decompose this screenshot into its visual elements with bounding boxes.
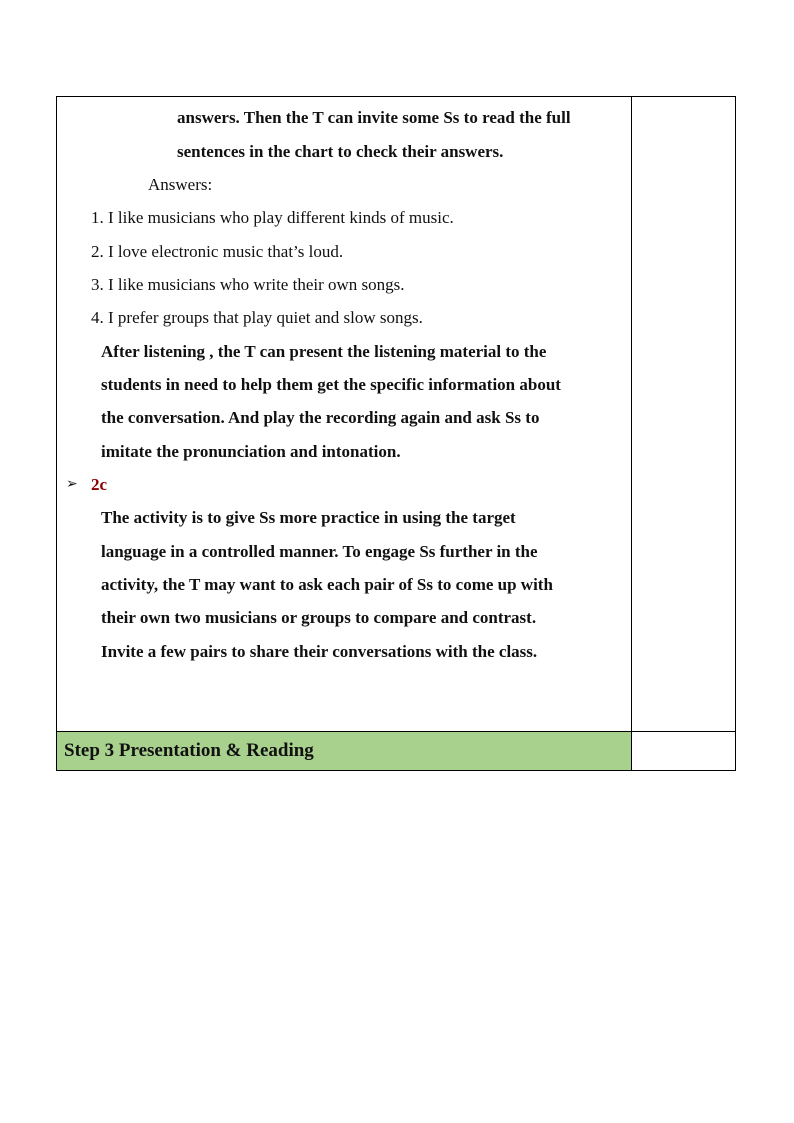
step-title: Step 3 Presentation & Reading: [64, 740, 314, 761]
content-cell: [57, 97, 632, 731]
after-listening-line-2: students in need to help them get the specific information about: [101, 375, 561, 394]
section-2c-line-4: their own two musicians or groups to compare and contrast.: [101, 608, 537, 627]
section-2c-line-5: Invite a few pairs to share their conversations with the class.: [101, 642, 538, 661]
notes-cell: [632, 97, 735, 731]
content-row: [57, 97, 735, 732]
intro-line-2: sentences in the chart to check their answers.: [177, 142, 504, 161]
step-row: [57, 732, 735, 770]
answer-item-3: 3. I like musicians who write their own songs.: [91, 275, 405, 294]
section-2c-heading: 2c: [91, 475, 108, 494]
section-2c-line-3: activity, the T may want to ask each pair of Ss to come up with: [101, 575, 553, 594]
after-listening-line-1: After listening , the T can present the listening material to the: [101, 342, 547, 361]
answer-item-2: 2. I love electronic music that’s loud.: [91, 242, 344, 261]
after-listening-line-4: imitate the pronunciation and intonation.: [101, 442, 401, 461]
step-title-cell: [57, 732, 632, 770]
answers-label: Answers:: [148, 175, 213, 194]
section-2c-line-2: language in a controlled manner. To engage Ss further in the: [101, 542, 538, 561]
section-2c-line-1: The activity is to give Ss more practice in using the target: [101, 508, 516, 527]
lesson-plan-table: [56, 96, 736, 771]
after-listening-line-3: the conversation. And play the recording again and ask Ss to: [101, 408, 540, 427]
answer-item-4: 4. I prefer groups that play quiet and slow songs.: [91, 308, 423, 327]
intro-line-1: answers. Then the T can invite some Ss to read the full: [177, 108, 571, 127]
arrow-bullet-icon: ➢: [66, 477, 78, 492]
answer-item-1: 1. I like musicians who play different kinds of music.: [91, 208, 454, 227]
step-notes-cell: [632, 732, 735, 770]
